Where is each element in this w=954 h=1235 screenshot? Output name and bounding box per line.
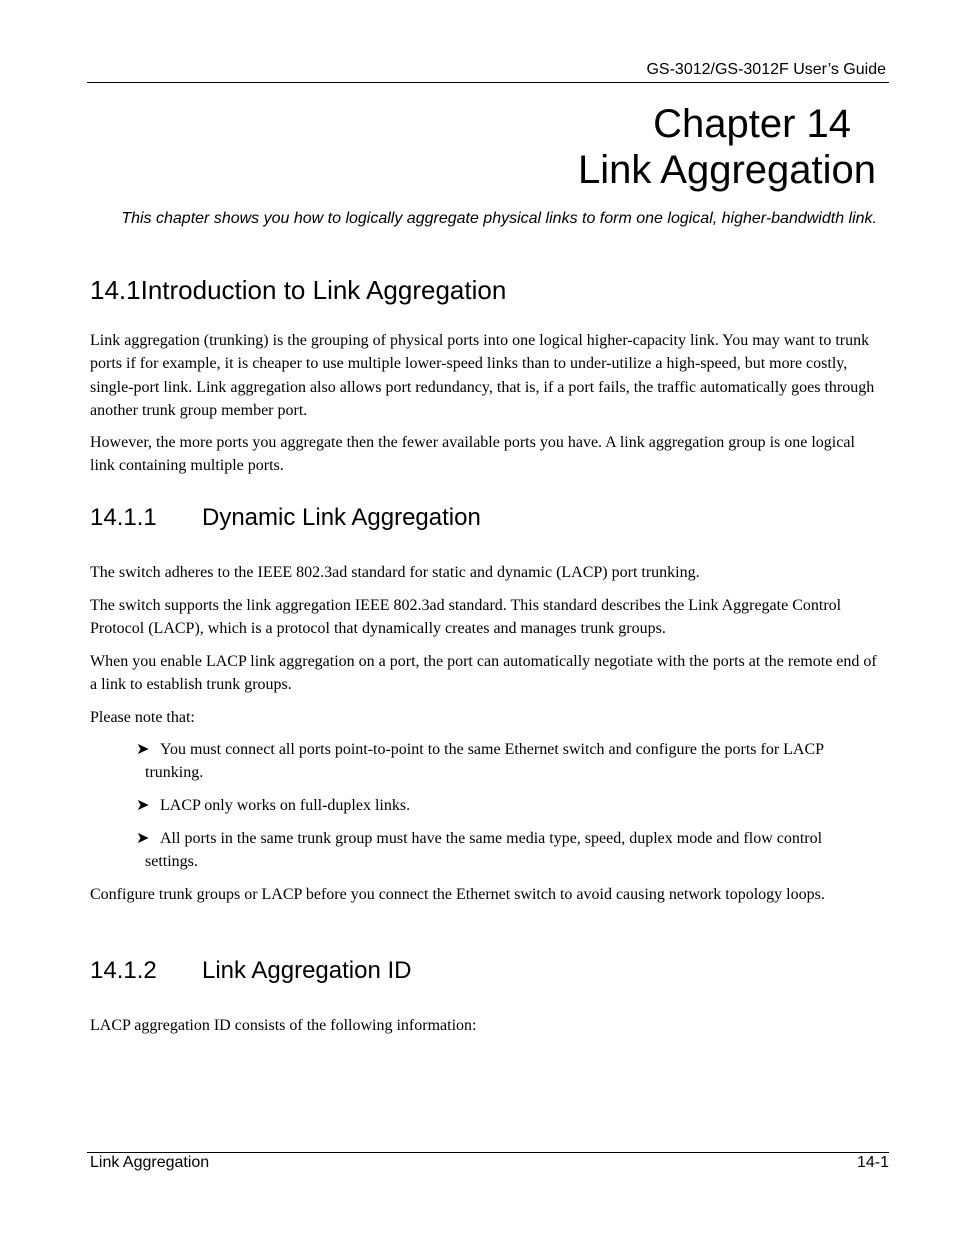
section-title: Introduction to Link Aggregation	[140, 275, 507, 305]
chapter-title: Link Aggregation	[577, 148, 876, 192]
footer-chapter-name: Link Aggregation	[90, 1154, 210, 1171]
subsection-heading-14-1-2	[90, 956, 411, 986]
header-divider	[87, 82, 889, 83]
chapter-summary: This chapter shows you how to logically aggregate physical links to form one logical, higher-bandwidth link.	[121, 210, 877, 227]
list-item	[135, 827, 880, 874]
list-item-text: settings.	[145, 853, 198, 871]
paragraph: The switch supports the link aggregation IEEE 802.3ad standard. This standard describes the Link Aggregate Control Protocol (LACP), which is a protocol that dynamically creates and manages trunk groups.	[90, 597, 842, 638]
list-item-text: LACP only works on full-duplex links.	[160, 797, 411, 814]
paragraph: The switch adheres to the IEEE 802.3ad standard for static and dynamic (LACP) port trunking.	[90, 564, 700, 581]
running-header-title: GS-3012/GS-3012F User’s Guide	[646, 61, 886, 78]
footer-divider	[87, 1152, 889, 1153]
subsection-number: 14.1.1	[90, 504, 157, 531]
list-item	[135, 794, 880, 817]
page-number: 14-1	[856, 1154, 889, 1171]
list-item	[135, 738, 880, 785]
subsection-title: Link Aggregation ID	[202, 957, 412, 984]
paragraph: LACP aggregation ID consists of the following information:	[90, 1017, 477, 1034]
arrowhead-bullet-icon: ➤	[136, 741, 150, 758]
subsection-title: Dynamic Link Aggregation	[202, 504, 481, 531]
section-heading-14-1	[90, 274, 506, 306]
paragraph: Please note that:	[90, 709, 195, 726]
section-number: 14.1	[90, 275, 141, 305]
list-item-text: trunking.	[145, 764, 204, 782]
chapter-number: Chapter 14	[653, 102, 851, 146]
paragraph: Link aggregation (trunking) is the grouping of physical ports into one logical higher-capacity link. You may want to trunk ports if for example, it is cheaper to use multiple lower-speed links than to under-utilize a high-speed, but more costly, single-port link. Link aggregation also allows port redundancy, that is, if a port fails, the traffic automatically goes through another trunk group member port.	[90, 332, 875, 419]
paragraph: However, the more ports you aggregate then the fewer available ports you have. A link aggregation group is one logical link containing multiple ports.	[90, 434, 855, 475]
paragraph: Configure trunk groups or LACP before you connect the Ethernet switch to avoid causing network topology loops.	[90, 886, 825, 903]
paragraph: When you enable LACP link aggregation on a port, the port can automatically negotiate with the ports at the remote end of a link to establish trunk groups.	[90, 653, 877, 694]
arrowhead-bullet-icon: ➤	[136, 797, 150, 814]
list-item-text: You must connect all ports point-to-point to the same Ethernet switch and configure the ports for LACP	[160, 741, 825, 758]
list-item-text: All ports in the same trunk group must have the same media type, speed, duplex mode and flow control	[160, 830, 823, 847]
subsection-number: 14.1.2	[90, 957, 157, 984]
arrowhead-bullet-icon: ➤	[136, 830, 150, 847]
subsection-heading-14-1-1	[90, 503, 481, 533]
